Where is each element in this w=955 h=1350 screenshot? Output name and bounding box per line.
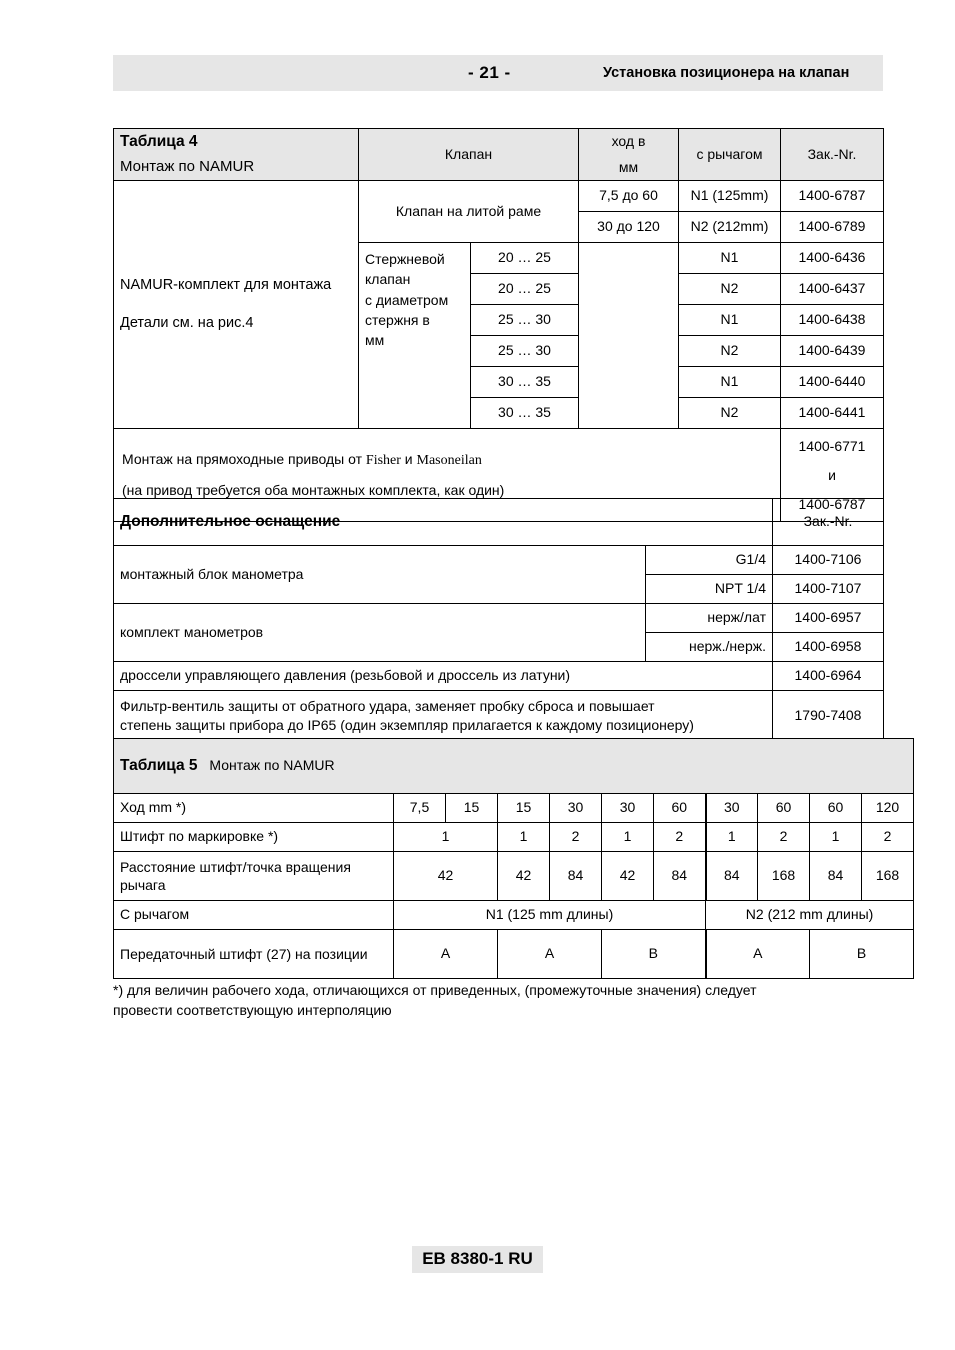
row-label-lever: С рычагом bbox=[114, 901, 394, 930]
rod-valve-label-cell bbox=[359, 243, 471, 429]
table-4-col-travel bbox=[579, 129, 679, 181]
order-number: 1400-6439 bbox=[781, 336, 884, 367]
extras-item-name: комплект манометров bbox=[114, 604, 646, 662]
table-row bbox=[114, 546, 884, 575]
pin-marking-value: 1 bbox=[394, 823, 498, 852]
rod-diameter: 25 … 30 bbox=[471, 305, 579, 336]
brand-fisher: Fisher bbox=[365, 453, 401, 469]
table-4-subtitle: Монтаж по NAMUR bbox=[120, 158, 255, 176]
order-number: 1400-7106 bbox=[773, 546, 884, 575]
fisher-line-1 bbox=[122, 445, 774, 475]
pin-marking-value: 1 bbox=[810, 823, 862, 852]
page-footer bbox=[0, 1246, 955, 1273]
distance-value: 42 bbox=[602, 852, 654, 901]
distance-value: 84 bbox=[810, 852, 862, 901]
document-code: EB 8380-1 RU bbox=[412, 1246, 543, 1273]
table-extra-equipment bbox=[113, 498, 884, 742]
distance-value: 84 bbox=[706, 852, 758, 901]
travel-value: 15 bbox=[498, 794, 550, 823]
rod-valve-label-line4: стержня в bbox=[365, 312, 430, 329]
extras-header-row bbox=[114, 499, 884, 546]
extras-item-name-multiline bbox=[114, 691, 773, 742]
travel-value: 30 bbox=[602, 794, 654, 823]
table-row-pin-marking bbox=[114, 823, 914, 852]
table-5-caption-row bbox=[114, 739, 914, 794]
transfer-pin-value: A bbox=[394, 930, 498, 979]
travel-value: 7,5 bbox=[394, 794, 446, 823]
table-4-col-valve: Клапан bbox=[359, 129, 579, 181]
distance-value: 168 bbox=[758, 852, 810, 901]
order-number: 1400-6787 bbox=[781, 181, 884, 212]
footnote-line-1: *) для величин рабочего хода, отличающихся от приведенных, (промежуточные значения) следует bbox=[113, 982, 757, 998]
pin-marking-value: 2 bbox=[862, 823, 914, 852]
extras-variant-spec: нерж/лат bbox=[646, 604, 773, 633]
order-number: 1400-6964 bbox=[773, 662, 884, 691]
distance-value: 42 bbox=[498, 852, 550, 901]
lever-value: N1 (125 mm длины) bbox=[394, 901, 706, 930]
lever-value: N1 bbox=[679, 243, 781, 274]
table-4-left-label-cell bbox=[114, 181, 359, 429]
travel-header-line2: мм bbox=[618, 158, 639, 175]
pin-marking-value: 2 bbox=[550, 823, 602, 852]
lever-value: N2 bbox=[679, 398, 781, 429]
running-header bbox=[113, 55, 883, 91]
table-row bbox=[114, 662, 884, 691]
pin-marking-value: 2 bbox=[758, 823, 810, 852]
rod-valve-label-line3: с диаметром bbox=[365, 291, 449, 308]
order-number: 1400-6440 bbox=[781, 367, 884, 398]
brand-masoneilan: Masoneilan bbox=[416, 453, 482, 469]
table-5-namur-mounting bbox=[113, 738, 914, 979]
order-number: 1400-6787 bbox=[798, 495, 866, 512]
lever-value: N1 bbox=[679, 305, 781, 336]
extras-col-order: Зак.-Nr. bbox=[773, 499, 884, 546]
fisher-line-2: (на привод требуется оба монтажных комплекта, как один) bbox=[122, 481, 505, 498]
table-4-namur-mounting bbox=[113, 128, 884, 522]
rod-diameter: 30 … 35 bbox=[471, 398, 579, 429]
lever-value: N2 bbox=[679, 274, 781, 305]
travel-value: 30 до 120 bbox=[579, 212, 679, 243]
row-label-pin-marking: Штифт по маркировке *) bbox=[114, 823, 394, 852]
transfer-pin-value: A bbox=[706, 930, 810, 979]
table-4-left-label-line1: NAMUR-комплект для монтажа bbox=[120, 276, 332, 293]
order-number: 1400-6437 bbox=[781, 274, 884, 305]
distance-value: 84 bbox=[654, 852, 706, 901]
transfer-pin-value: B bbox=[602, 930, 706, 979]
table-5-title: Таблица 5 bbox=[120, 757, 198, 775]
table-row-lever bbox=[114, 901, 914, 930]
travel-empty-cell bbox=[579, 243, 679, 429]
table-5-caption-cell bbox=[114, 739, 914, 794]
travel-value: 15 bbox=[446, 794, 498, 823]
transfer-pin-value: A bbox=[498, 930, 602, 979]
extras-title: Дополнительное оснащение bbox=[114, 499, 773, 546]
table-row bbox=[114, 604, 884, 633]
order-number: 1400-6438 bbox=[781, 305, 884, 336]
pin-marking-value: 1 bbox=[706, 823, 758, 852]
rod-diameter: 25 … 30 bbox=[471, 336, 579, 367]
table-row bbox=[114, 181, 884, 212]
order-conjunction: и bbox=[828, 466, 836, 483]
pin-marking-value: 1 bbox=[498, 823, 550, 852]
order-number: 1400-6771 bbox=[798, 438, 866, 455]
distance-value: 42 bbox=[394, 852, 498, 901]
table-row-transfer-pin bbox=[114, 930, 914, 979]
footnote-line-2: провести соответствующую интерполяцию bbox=[113, 1002, 392, 1019]
travel-value: 30 bbox=[706, 794, 758, 823]
table-5-subtitle: Монтаж по NAMUR bbox=[209, 757, 335, 774]
extras-item-name: дроссели управляющего давления (резьбовой и дроссель из латуни) bbox=[114, 662, 773, 691]
table-row bbox=[114, 691, 884, 742]
table-4-col-lever: с рычагом bbox=[679, 129, 781, 181]
lever-value: N2 (212 mm длины) bbox=[706, 901, 914, 930]
pin-marking-value: 2 bbox=[654, 823, 706, 852]
lever-value: N2 (212mm) bbox=[679, 212, 781, 243]
distance-value: 168 bbox=[862, 852, 914, 901]
rod-diameter: 30 … 35 bbox=[471, 367, 579, 398]
travel-value: 120 bbox=[862, 794, 914, 823]
chapter-title: Установка позиционера на клапан bbox=[603, 65, 850, 81]
fisher-text-a: Монтаж на прямоходные приводы от bbox=[122, 451, 366, 468]
extras-variant-spec: NPT 1/4 bbox=[646, 575, 773, 604]
travel-value: 60 bbox=[758, 794, 810, 823]
row-label-transfer-pin: Передаточный штифт (27) на позиции bbox=[114, 930, 394, 979]
rod-valve-label-line1: Стержневой bbox=[365, 251, 445, 268]
extras-variant-spec: нерж./нерж. bbox=[646, 633, 773, 662]
table-4-title: Таблица 4 bbox=[120, 133, 198, 150]
travel-header-line1: ход в bbox=[611, 133, 646, 150]
distance-value: 84 bbox=[550, 852, 602, 901]
order-number: 1400-6789 bbox=[781, 212, 884, 243]
fisher-text-b: и bbox=[400, 451, 417, 468]
rod-valve-label-line2: клапан bbox=[365, 271, 411, 288]
table-4-title-cell bbox=[114, 129, 359, 181]
extras-name-line1: Фильтр-вентиль защиты от обратного удара, заменяет пробку сброса и повышает bbox=[120, 698, 655, 715]
row-label-travel: Ход mm *) bbox=[114, 794, 394, 823]
extras-item-name: монтажный блок манометра bbox=[114, 546, 646, 604]
travel-value: 30 bbox=[550, 794, 602, 823]
order-number: 1400-7107 bbox=[773, 575, 884, 604]
travel-value: 60 bbox=[810, 794, 862, 823]
table-row-distance bbox=[114, 852, 914, 901]
rod-diameter: 20 … 25 bbox=[471, 274, 579, 305]
rod-valve-label-line5: мм bbox=[365, 332, 385, 349]
travel-value: 60 bbox=[654, 794, 706, 823]
order-number: 1790-7408 bbox=[773, 691, 884, 742]
row-label-distance: Расстояние штифт/точка вращения рычага bbox=[114, 852, 394, 901]
table-4-left-label-line2: Детали см. на рис.4 bbox=[120, 314, 254, 331]
lever-value: N1 (125mm) bbox=[679, 181, 781, 212]
order-number: 1400-6957 bbox=[773, 604, 884, 633]
rod-diameter: 20 … 25 bbox=[471, 243, 579, 274]
transfer-pin-value: B bbox=[810, 930, 914, 979]
extras-name-line2: степень защиты прибора до IP65 (один экземпляр прилагается к каждому позиционеру) bbox=[120, 717, 694, 733]
order-number: 1400-6441 bbox=[781, 398, 884, 429]
travel-value: 7,5 до 60 bbox=[579, 181, 679, 212]
table-4-col-order: Зак.-Nr. bbox=[781, 129, 884, 181]
cast-frame-valve-label: Клапан на литой раме bbox=[359, 181, 579, 243]
pin-marking-value: 1 bbox=[602, 823, 654, 852]
table-row-travel bbox=[114, 794, 914, 823]
order-number: 1400-6958 bbox=[773, 633, 884, 662]
table-4-header-row bbox=[114, 129, 884, 181]
footnote bbox=[113, 980, 888, 1021]
page-number: - 21 - bbox=[468, 63, 511, 82]
order-number: 1400-6436 bbox=[781, 243, 884, 274]
lever-value: N1 bbox=[679, 367, 781, 398]
extras-variant-spec: G1/4 bbox=[646, 546, 773, 575]
lever-value: N2 bbox=[679, 336, 781, 367]
